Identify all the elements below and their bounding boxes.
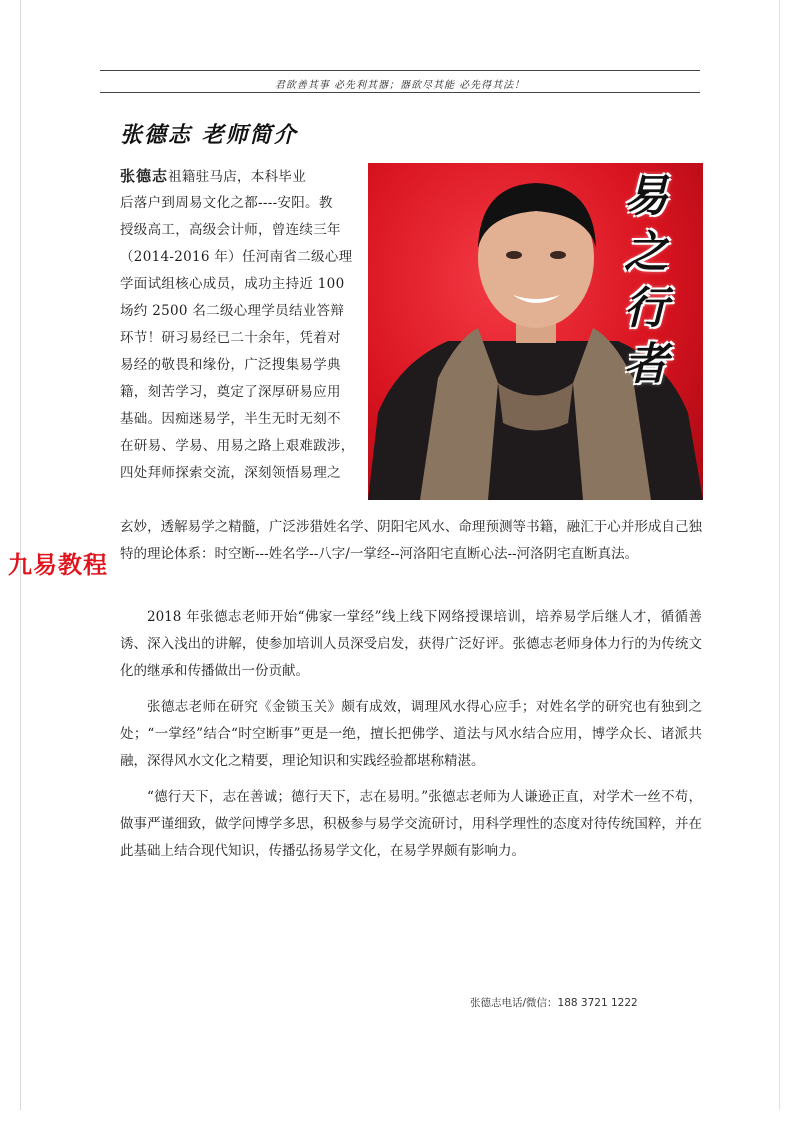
intro-line: 基础。因痴迷易学，半生无时无刻不 [120,411,341,427]
intro-line: 在研易、学易、用易之路上艰难跋涉， [120,438,355,454]
intro-line: 籍，刻苦学习，奠定了深厚研易应用 [120,384,341,400]
intro-line: 学面试组核心成员，成功主持近 100 [120,276,345,292]
header-rule-top [100,70,700,71]
paragraph-4: “德行天下，志在善诚；德行天下，志在易明。”张德志老师为人谦逊正直，对学术一丝不苟，做事严谨细致，做学问博学多思，积极参与易学交流研讨，用科学理性的态度对待传统国粹，并在此基础上结合现代知识，传播弘扬易学文化，在易学界颇有影响力。 [120,789,702,859]
portrait-photo [368,163,703,500]
page-title: 张德志 老师简介 [120,122,298,148]
intro-line: 授级高工，高级会计师，曾连续三年 [120,222,341,238]
intro-line: 四处拜师探索交流，深刻领悟易理之 [120,465,341,481]
intro-line: （2014-2016 年）任河南省二级心理 [120,249,353,265]
header-rule-bottom [100,92,700,93]
contact-info: 张德志电话/微信：188 3721 1222 [470,997,638,1009]
paragraph-1-continued: 玄妙，透解易学之精髓，广泛涉猎姓名学、阴阳宅风水、命理预测等书籍，融汇于心并形成自己独特的理论体系：时空断---姓名学--八字/一掌经--河洛阳宅直断心法--河洛阴宅直断真法。 [120,519,702,562]
intro-line: 易经的敬畏和缘份，广泛搜集易学典 [120,357,341,373]
photo-caption: 易之行者 [624,171,668,390]
paragraph-3: 张德志老师在研究《金锁玉关》颇有成效，调理风水得心应手；对姓名学的研究也有独到之处；“一掌经”结合“时空断事”更是一绝，擅长把佛学、道法与风水结合应用，博学众长、诸派共融，深得风水文化之精要，理论知识和实践经验都堪称精湛。 [120,699,702,769]
intro-line: 后落户到周易文化之都----安阳。教 [120,195,333,211]
intro-line: 场约 2500 名二级心理学员结业答辩 [120,303,345,319]
intro-wrapped-lines [120,163,360,487]
scan-edge-right [779,0,780,1110]
paragraph-2: 2018 年张德志老师开始“佛家一掌经”线上线下网络授课培训，培养易学后继人才，循循善诱、深入浅出的讲解，使参加培训人员深受启发，获得广泛好评。张德志老师身体力行的为传统文化的继承和传播做出一份贡献。 [120,609,702,679]
intro-line [120,163,360,190]
intro-line-text: 祖籍驻马店，本科毕业 [168,169,307,185]
intro-line: 环节！研习易经已二十余年，凭着对 [120,330,341,346]
teacher-name: 张德志 [120,167,169,185]
header-motto: 君欲善其事 必先利其器；器欲尽其能 必先得其法！ [274,80,526,91]
watermark-text: 九易教程 [8,551,108,579]
